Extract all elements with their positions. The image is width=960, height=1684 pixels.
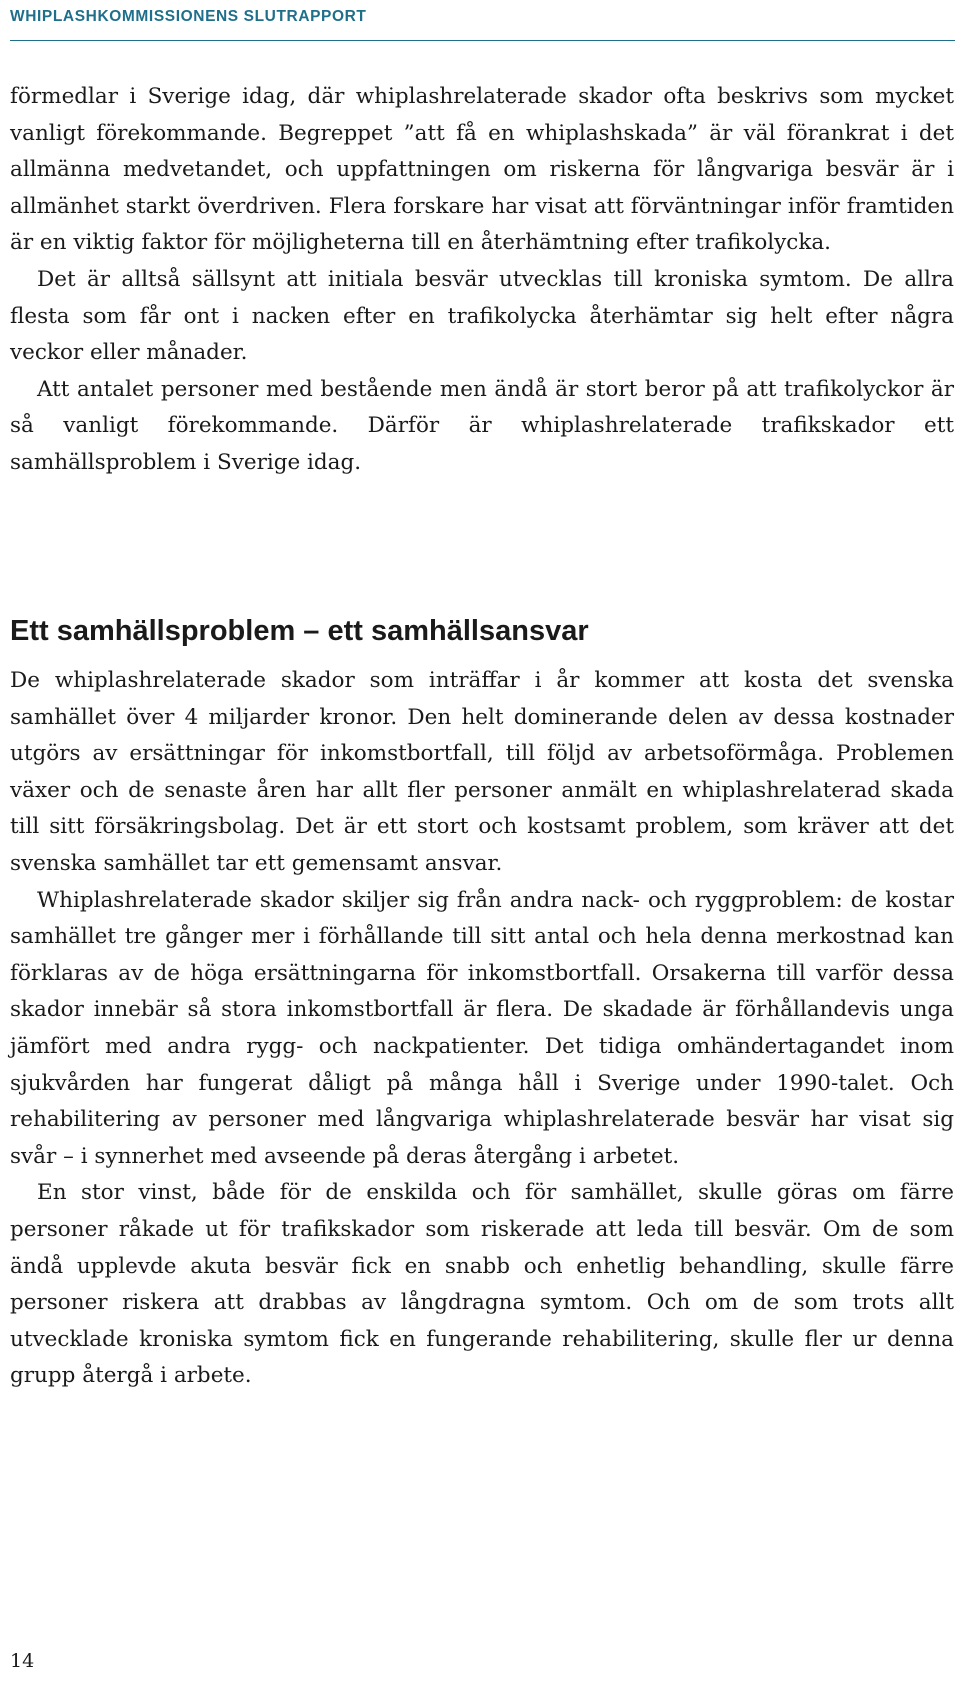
intro-paragraph: förmedlar i Sverige idag, där whiplashrelaterade skador ofta beskrivs som mycket vanligt förekommande. Begreppet ”att få en whiplashskada” är väl förankrat i det allmänna medvetandet, och uppfattningen om riskerna för långvariga besvär är i allmänhet starkt överdriven. Flera forskare har visat att förväntningar inför framtiden är en viktig faktor för möjligheterna till en återhämtning efter trafikolycka.	[10, 84, 954, 256]
running-header-title: WHIPLASHKOMMISSIONENS SLUTRAPPORT	[10, 8, 367, 25]
section-paragraph: Whiplashrelaterade skador skiljer sig från andra nack- och ryggproblem: de kostar samhället tre gånger mer i förhållande till sitt antal och hela denna merkostnad kan förklaras av de höga ersättningarna för inkomstbortfall. Orsakerna till varför dessa skador innebär så stora inkomstbortfall är flera. De skadade är förhållandevis unga jämfört med andra rygg- och nackpatienter. Det tidiga omhändertagandet inom sjukvården har fungerat dåligt på många håll i Sverige under 1990-talet. Och rehabilitering av personer med långvariga whiplashrelaterade besvär har visat sig svår – i synnerhet med avseende på deras återgång i arbetet.	[10, 887, 954, 1169]
intro-paragraph: Att antalet personer med bestående men ändå är stort beror på att trafikolyckor är så vanligt förekommande. Därför är whiplashrelaterade trafikskador ett samhällsproblem i Sverige idag.	[10, 376, 954, 475]
section-paragraph: En stor vinst, både för de enskilda och för samhället, skulle göras om färre personer råkade ut för trafikskador som riskerade att leda till besvär. Om de som ändå upplevde akuta besvär fick en snabb och enhetlig behandling, skulle färre personer riskera att drabbas av långdragna symtom. Och om de som trots allt utvecklade kroniska symtom fick en fungerande rehabilitering, skulle fler ur denna grupp återgå i arbete.	[10, 1180, 954, 1389]
header-rule	[10, 40, 955, 41]
intro-text-block	[10, 79, 954, 482]
section-heading: Ett samhällsproblem – ett samhällsansvar	[10, 615, 589, 647]
section-text-block	[10, 663, 954, 1395]
intro-paragraph: Det är alltså sällsynt att initiala besvär utvecklas till kroniska symtom. De allra flesta som får ont i nacken efter en trafikolycka återhämtar sig helt efter några veckor eller månader.	[10, 266, 954, 366]
section-paragraph: De whiplashrelaterade skador som inträffar i år kommer att kosta det svenska samhället över 4 miljarder kronor. Den helt dominerande delen av dessa kostnader utgörs av ersättningar för inkomstbortfall, till följd av arbetsoförmåga. Problemen växer och de senaste åren har allt fler personer anmält en whiplashrelaterad skada till sitt försäkringsbolag. Det är ett stort och kostsamt problem, som kräver att det svenska samhället tar ett gemensamt ansvar.	[10, 668, 954, 876]
page-number: 14	[10, 1650, 35, 1672]
